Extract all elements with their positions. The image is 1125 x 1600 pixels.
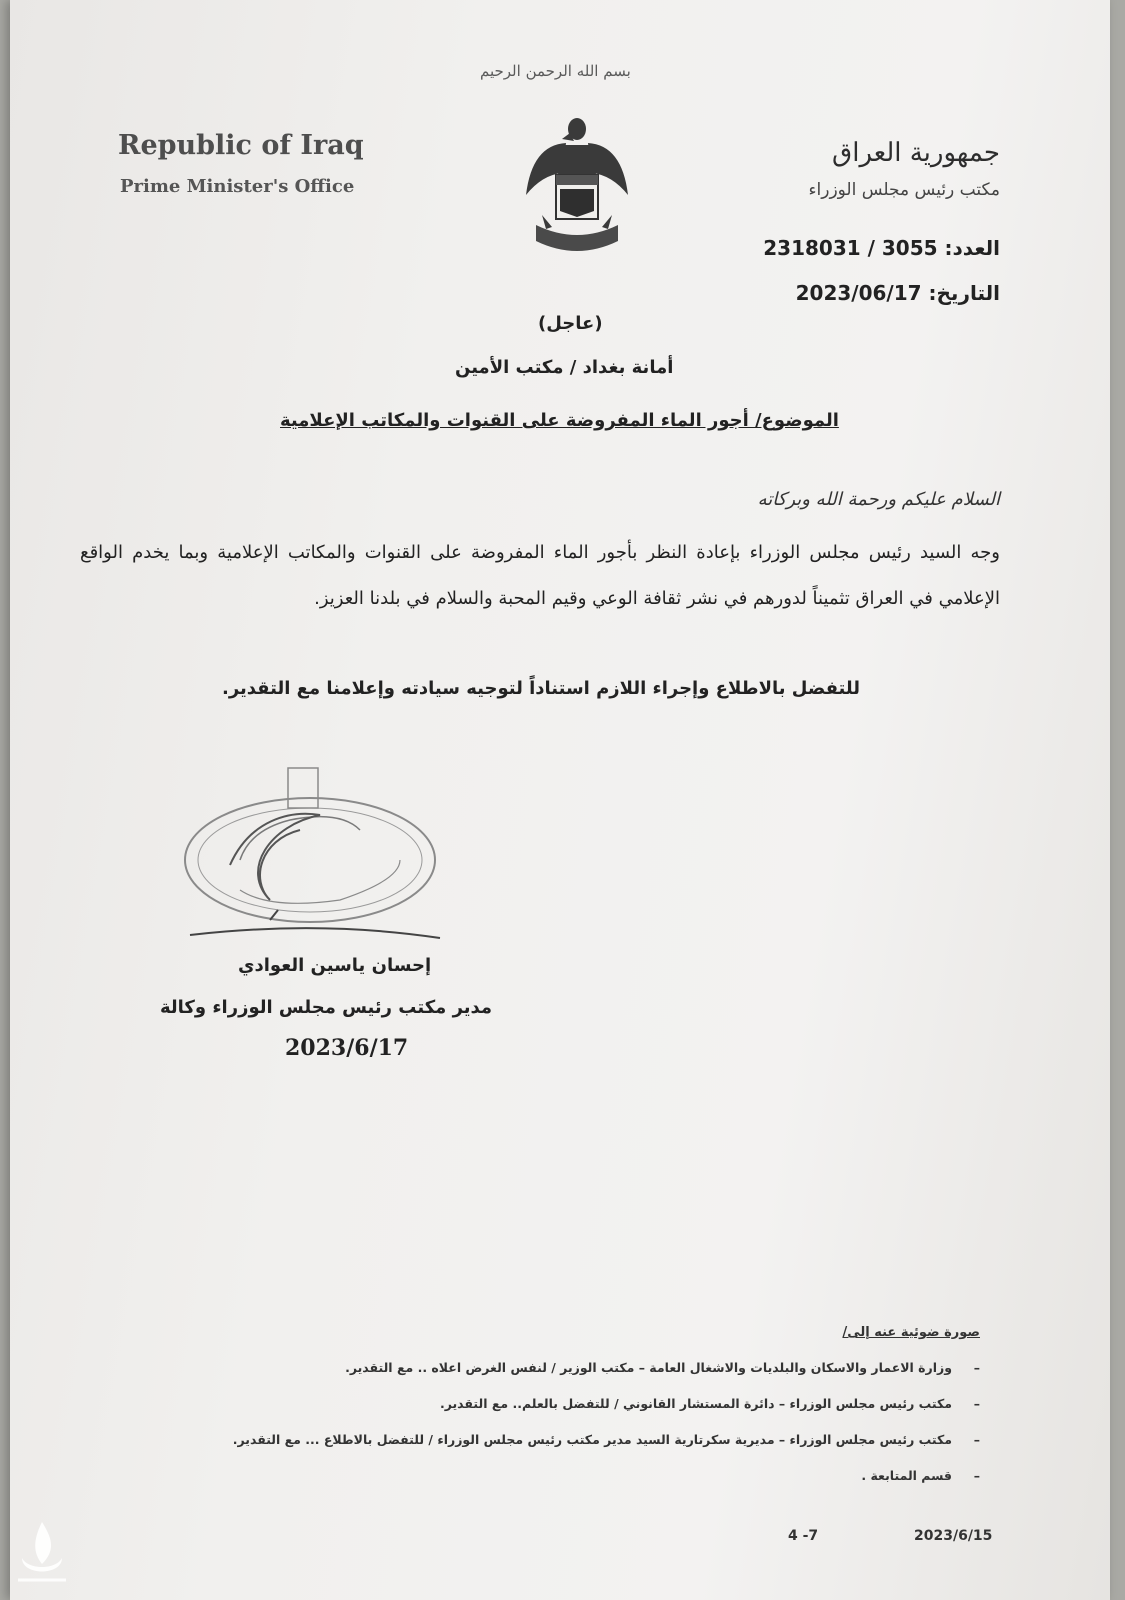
cc-item: –وزارة الاعمار والاسكان والبلديات والاشغال العامة – مكتب الوزير / لنفس الغرض اعلاه .. مع التقدير. xyxy=(345,1360,980,1375)
office-seal-stamp-icon xyxy=(170,760,450,940)
signature-date: 2023/6/17 xyxy=(285,1035,409,1061)
footer-print-date: 2023/6/15 xyxy=(914,1528,993,1544)
arabic-subtitle: مكتب رئيس مجلس الوزراء xyxy=(808,180,1000,200)
letter-date xyxy=(796,281,1000,305)
cc-list xyxy=(100,1356,980,1500)
cc-item: –قسم المتابعة . xyxy=(861,1468,980,1483)
greeting: السلام عليكم ورحمة الله وبركاته xyxy=(757,489,1000,510)
signer-name: إحسان ياسين العوادي xyxy=(238,955,432,976)
footer-page-code: 4 -7 xyxy=(788,1528,819,1544)
closing-line: للتفضل بالاطلاع وإجراء اللازم استناداً لتوجيه سيادته وإعلامنا مع التقدير. xyxy=(221,678,860,699)
subject-line: الموضوع/ أجور الماء المفروضة على القنوات والمكاتب الإعلامية xyxy=(280,410,839,431)
date-label: التاريخ: xyxy=(928,281,1000,305)
reference-value: 2318031 / 3055 xyxy=(763,236,938,260)
iraq-eagle-emblem-icon xyxy=(522,115,632,265)
english-subtitle: Prime Minister's Office xyxy=(120,176,355,197)
urgent-marker: (عاجل) xyxy=(538,313,603,334)
cc-item: –مكتب رئيس مجلس الوزراء – مديرية سكرتارية السيد مدير مكتب رئيس مجلس الوزراء / للتفضل بالاطلاع ... مع التقدير. xyxy=(232,1432,980,1447)
cc-heading: صورة ضوئية عنه إلى/ xyxy=(842,1325,980,1340)
letter-page xyxy=(10,0,1110,1600)
signer-title: مدير مكتب رئيس مجلس الوزراء وكالة xyxy=(160,997,493,1018)
letter-body: وجه السيد رئيس مجلس الوزراء بإعادة النظر بأجور الماء المفروضة على القنوات والمكاتب الإعلامية وبما يخدم الواقع الإعلامي في العراق تثميناً لدورهم في نشر ثقافة الوعي وقيم المحبة والسلام في بلدنا العزيز. xyxy=(80,542,1000,609)
reference-number xyxy=(763,236,1000,260)
english-title: Republic of Iraq xyxy=(118,130,364,161)
reference-label: العدد: xyxy=(944,236,1000,260)
news-agency-logo-icon xyxy=(12,1520,72,1586)
arabic-title: جمهورية العراق xyxy=(832,138,1000,168)
basmala: بسم الله الرحمن الرحيم xyxy=(480,62,631,80)
recipient: أمانة بغداد / مكتب الأمين xyxy=(455,357,674,378)
date-value: 2023/06/17 xyxy=(795,281,922,305)
cc-item: –مكتب رئيس مجلس الوزراء – دائرة المستشار القانوني / للتفضل بالعلم.. مع التقدير. xyxy=(439,1396,980,1411)
